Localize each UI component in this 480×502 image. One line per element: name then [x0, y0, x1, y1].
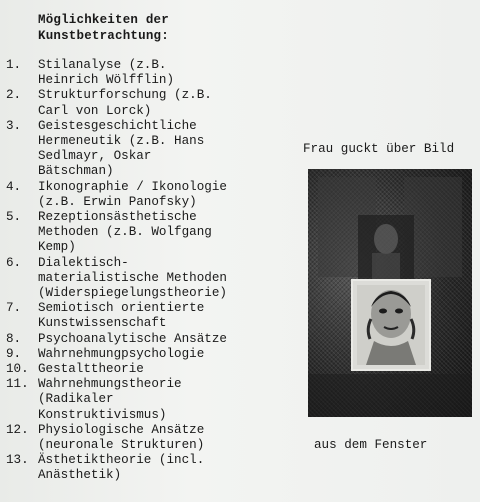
- figure-caption-bottom: aus dem Fenster: [314, 438, 428, 452]
- page-heading: [38, 12, 169, 44]
- list-item-line: Ästhetiktheorie (incl.: [38, 453, 205, 468]
- list-item-text: [38, 58, 174, 88]
- list-item-text: [38, 256, 227, 302]
- list-item-line: Semiotisch orientierte: [38, 301, 205, 316]
- list-item-text: [38, 210, 212, 256]
- list-item: [6, 362, 296, 377]
- list-item-line: (Widerspiegelungstheorie): [38, 286, 227, 301]
- list-item-line: Strukturforschung (z.B.: [38, 88, 212, 103]
- list-item-line: Wahrnehmungpsychologie: [38, 346, 205, 361]
- list-item: [6, 377, 296, 423]
- list-item-line: Ikonographie / Ikonologie: [38, 179, 227, 194]
- figure-caption-top: Frau guckt über Bild: [303, 142, 455, 156]
- list-item-line: Physiologische Ansätze: [38, 422, 205, 437]
- list-item-line: Wahrnehmungstheorie: [38, 377, 182, 392]
- list-item-line: materialistische Methoden: [38, 270, 227, 285]
- list-item: [6, 332, 296, 347]
- list-item: [6, 58, 296, 88]
- list-item-number: 6.: [6, 255, 22, 270]
- list-item-number: 1.: [6, 58, 22, 72]
- list-item-number: 12.: [6, 422, 29, 437]
- list-item: [6, 119, 296, 180]
- list-item: [6, 210, 296, 256]
- list-item-number: 10.: [6, 362, 29, 377]
- list-item-text: [38, 332, 227, 347]
- list-item: [6, 423, 296, 453]
- photo-illustration: [308, 169, 472, 417]
- list-item-line: Psychoanalytische Ansätze: [38, 331, 227, 346]
- list-item-line: Kunstwissenschaft: [38, 316, 167, 331]
- heading-line-1: Möglichkeiten der: [38, 13, 169, 27]
- list-item-text: [38, 119, 204, 180]
- list-item-text: [38, 180, 227, 210]
- list-item-number: 5.: [6, 210, 22, 225]
- list-item-line: Bätschman): [38, 164, 114, 179]
- list-item-line: Geistesgeschichtliche: [38, 118, 197, 133]
- list-item: [6, 347, 296, 362]
- list-item: [6, 301, 296, 331]
- list-item-text: [38, 301, 204, 331]
- list-item-line: Hermeneutik (z.B. Hans: [38, 134, 205, 149]
- list-item-number: 3.: [6, 118, 22, 133]
- list-item-number: 11.: [6, 377, 29, 392]
- list-item-number: 13.: [6, 453, 29, 468]
- list-item-text: [38, 453, 204, 483]
- list-item-text: [38, 377, 182, 423]
- list-item-line: Konstruktivismus): [38, 407, 167, 422]
- list-item: [6, 88, 296, 118]
- woman-at-window-photo: [308, 169, 472, 417]
- list-item-line: (neuronale Strukturen): [38, 438, 205, 453]
- list-item-text: [38, 347, 204, 362]
- list-item: [6, 180, 296, 210]
- list-item-line: Rezeptionsästhetische: [38, 210, 197, 225]
- list-item: [6, 453, 296, 483]
- list-item-line: (Radikaler: [38, 392, 114, 407]
- list-item-number: 8.: [6, 331, 22, 346]
- list-item-number: 4.: [6, 179, 22, 194]
- list-item-line: Carl von Lorck): [38, 103, 152, 118]
- methods-list: [6, 58, 296, 484]
- list-item: [6, 256, 296, 302]
- list-item-line: Kemp): [38, 240, 76, 255]
- list-item-line: Dialektisch-: [38, 255, 129, 270]
- list-item-text: [38, 362, 144, 377]
- heading-line-2: Kunstbetrachtung:: [38, 29, 169, 43]
- list-item-text: [38, 88, 212, 118]
- list-item-line: Gestalttheorie: [38, 362, 144, 377]
- list-item-number: 9.: [6, 346, 22, 361]
- list-item-text: [38, 423, 204, 453]
- list-item-number: 2.: [6, 88, 22, 103]
- list-item-line: Stilanalyse (z.B.: [38, 58, 167, 72]
- list-item-line: Methoden (z.B. Wolfgang: [38, 225, 212, 240]
- list-item-line: Sedlmayr, Oskar: [38, 149, 152, 164]
- list-item-line: Anästhetik): [38, 468, 122, 483]
- list-item-line: (z.B. Erwin Panofsky): [38, 194, 197, 209]
- list-item-number: 7.: [6, 301, 22, 316]
- list-item-line: Heinrich Wölfflin): [38, 73, 175, 88]
